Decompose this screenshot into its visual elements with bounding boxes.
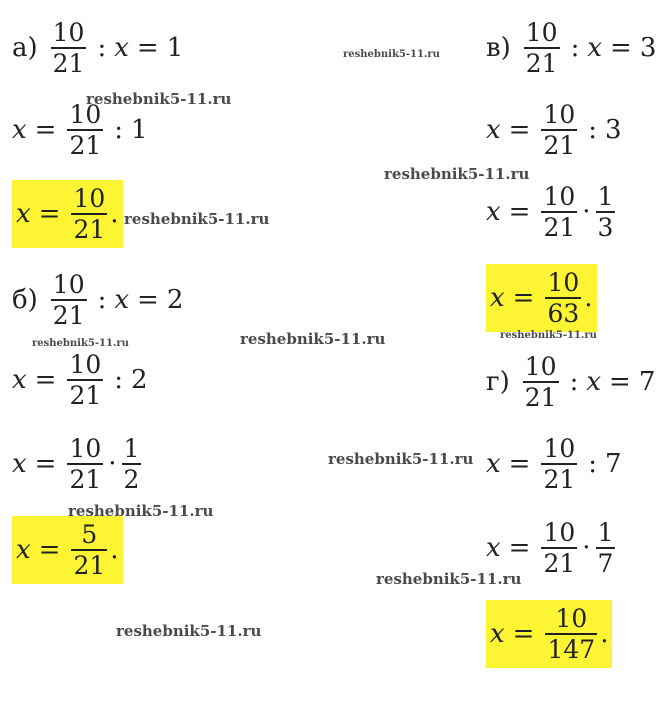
numerator: 10 (73, 184, 106, 213)
problem-a-equation (12, 20, 183, 76)
rhs-value: 3 (605, 115, 622, 145)
variable: x (114, 33, 129, 63)
fraction (67, 352, 103, 408)
problem-g-label: г) (486, 367, 510, 397)
problem-v-equation (486, 20, 656, 76)
equals-sign: = (508, 115, 531, 145)
numerator: 10 (543, 182, 576, 211)
watermark: reshebnik5-11.ru (343, 49, 440, 60)
problem-b-equation (12, 272, 183, 328)
equals-sign: = (137, 285, 159, 315)
equals-sign: = (508, 197, 531, 227)
fraction (71, 186, 107, 242)
numerator: 10 (52, 18, 85, 47)
watermark: reshebnik5-11.ru (124, 210, 270, 228)
numerator: 1 (597, 518, 614, 547)
denominator: 21 (543, 213, 576, 242)
numerator: 5 (81, 520, 98, 549)
equals-sign: = (38, 199, 61, 229)
fraction (71, 522, 107, 578)
numerator: 1 (597, 182, 614, 211)
numerator: 10 (555, 604, 588, 633)
divide-sign: : (570, 33, 580, 63)
fraction (67, 436, 103, 492)
period: . (600, 619, 609, 649)
problem-a-answer (12, 180, 123, 248)
fraction (596, 184, 616, 240)
divide-sign: : (588, 449, 598, 479)
fraction (596, 520, 616, 576)
problem-v-step1 (486, 102, 622, 158)
variable: x (586, 367, 602, 397)
denominator: 21 (69, 131, 102, 160)
watermark: reshebnik5-11.ru (32, 338, 129, 349)
equals-sign: = (38, 535, 61, 565)
equals-sign: = (512, 619, 535, 649)
problem-v-answer (486, 264, 597, 332)
variable: x (486, 197, 501, 227)
fraction (545, 270, 581, 326)
period: . (110, 199, 119, 229)
variable: x (114, 285, 130, 315)
watermark: reshebnik5-11.ru (500, 330, 597, 341)
divide-sign: : (588, 115, 598, 145)
watermark: reshebnik5-11.ru (384, 165, 530, 183)
numerator: 10 (69, 434, 102, 463)
problem-g-equation (486, 354, 655, 410)
variable: x (490, 619, 505, 649)
variable: x (12, 365, 27, 395)
watermark: reshebnik5-11.ru (240, 330, 386, 348)
variable: x (16, 535, 31, 565)
divide-sign: : (114, 115, 124, 145)
problem-v-step2 (486, 184, 618, 240)
divide-sign: : (114, 365, 124, 395)
denominator: 21 (69, 465, 102, 494)
numerator: 10 (547, 268, 580, 297)
rhs-value: 7 (605, 449, 622, 479)
divide-sign: : (97, 33, 107, 63)
problem-a-label: а) (12, 33, 38, 63)
fraction (122, 436, 142, 492)
watermark: reshebnik5-11.ru (328, 450, 474, 468)
denominator: 2 (123, 465, 140, 494)
rhs-value: 3 (639, 33, 656, 63)
watermark: reshebnik5-11.ru (116, 622, 262, 640)
variable: x (12, 449, 27, 479)
fraction (541, 520, 577, 576)
denominator: 21 (73, 215, 106, 244)
problem-b-step1 (12, 352, 148, 408)
variable: x (12, 115, 27, 145)
denominator: 21 (525, 49, 558, 78)
fraction (541, 436, 577, 492)
fraction (67, 102, 103, 158)
equals-sign: = (508, 533, 531, 563)
denominator: 21 (543, 549, 576, 578)
numerator: 10 (543, 434, 576, 463)
denominator: 21 (52, 301, 85, 330)
problem-g-step1 (486, 436, 622, 492)
problem-b-label: б) (12, 285, 38, 315)
variable: x (587, 33, 603, 63)
fraction (545, 606, 597, 662)
fraction (541, 184, 577, 240)
denominator: 147 (547, 635, 596, 664)
denominator: 21 (543, 465, 576, 494)
rhs-value: 1 (131, 115, 148, 145)
variable: x (486, 449, 501, 479)
equals-sign: = (136, 33, 159, 63)
problem-v-label: в) (486, 33, 511, 63)
variable: x (16, 199, 31, 229)
denominator: 21 (69, 381, 102, 410)
watermark: reshebnik5-11.ru (376, 570, 522, 588)
variable: x (486, 533, 501, 563)
denominator: 21 (524, 383, 557, 412)
equals-sign: = (512, 283, 535, 313)
fraction (51, 20, 87, 76)
multiply-dot: · (582, 197, 591, 227)
divide-sign: : (97, 285, 107, 315)
problem-b-answer (12, 516, 123, 584)
equals-sign: = (609, 367, 631, 397)
multiply-dot: · (108, 449, 117, 479)
watermark: reshebnik5-11.ru (68, 502, 214, 520)
denominator: 21 (73, 551, 106, 580)
denominator: 63 (547, 299, 580, 328)
fraction (541, 102, 577, 158)
numerator: 10 (543, 100, 576, 129)
rhs-value: 1 (166, 33, 184, 63)
fraction (51, 272, 87, 328)
numerator: 10 (543, 518, 576, 547)
equals-sign: = (34, 365, 57, 395)
denominator: 7 (597, 549, 614, 578)
multiply-dot: · (582, 533, 591, 563)
numerator: 10 (69, 350, 102, 379)
rhs-value: 7 (638, 367, 656, 397)
numerator: 10 (52, 270, 85, 299)
equals-sign: = (34, 115, 57, 145)
problem-a-step (12, 102, 148, 158)
denominator: 21 (543, 131, 576, 160)
fraction (524, 20, 560, 76)
numerator: 10 (524, 352, 557, 381)
numerator: 10 (69, 100, 102, 129)
period: . (584, 283, 593, 313)
problem-b-step2 (12, 436, 144, 492)
problem-g-step2 (486, 520, 618, 576)
rhs-value: 2 (131, 365, 148, 395)
numerator: 1 (123, 434, 140, 463)
equals-sign: = (34, 449, 57, 479)
denominator: 21 (52, 49, 85, 78)
equals-sign: = (508, 449, 531, 479)
period: . (110, 535, 119, 565)
numerator: 10 (525, 18, 558, 47)
problem-g-answer (486, 600, 612, 668)
fraction (523, 354, 559, 410)
divide-sign: : (569, 367, 579, 397)
equals-sign: = (610, 33, 632, 63)
variable: x (490, 283, 505, 313)
denominator: 3 (597, 213, 614, 242)
watermark: reshebnik5-11.ru (86, 90, 232, 108)
variable: x (486, 115, 501, 145)
rhs-value: 2 (166, 285, 184, 315)
